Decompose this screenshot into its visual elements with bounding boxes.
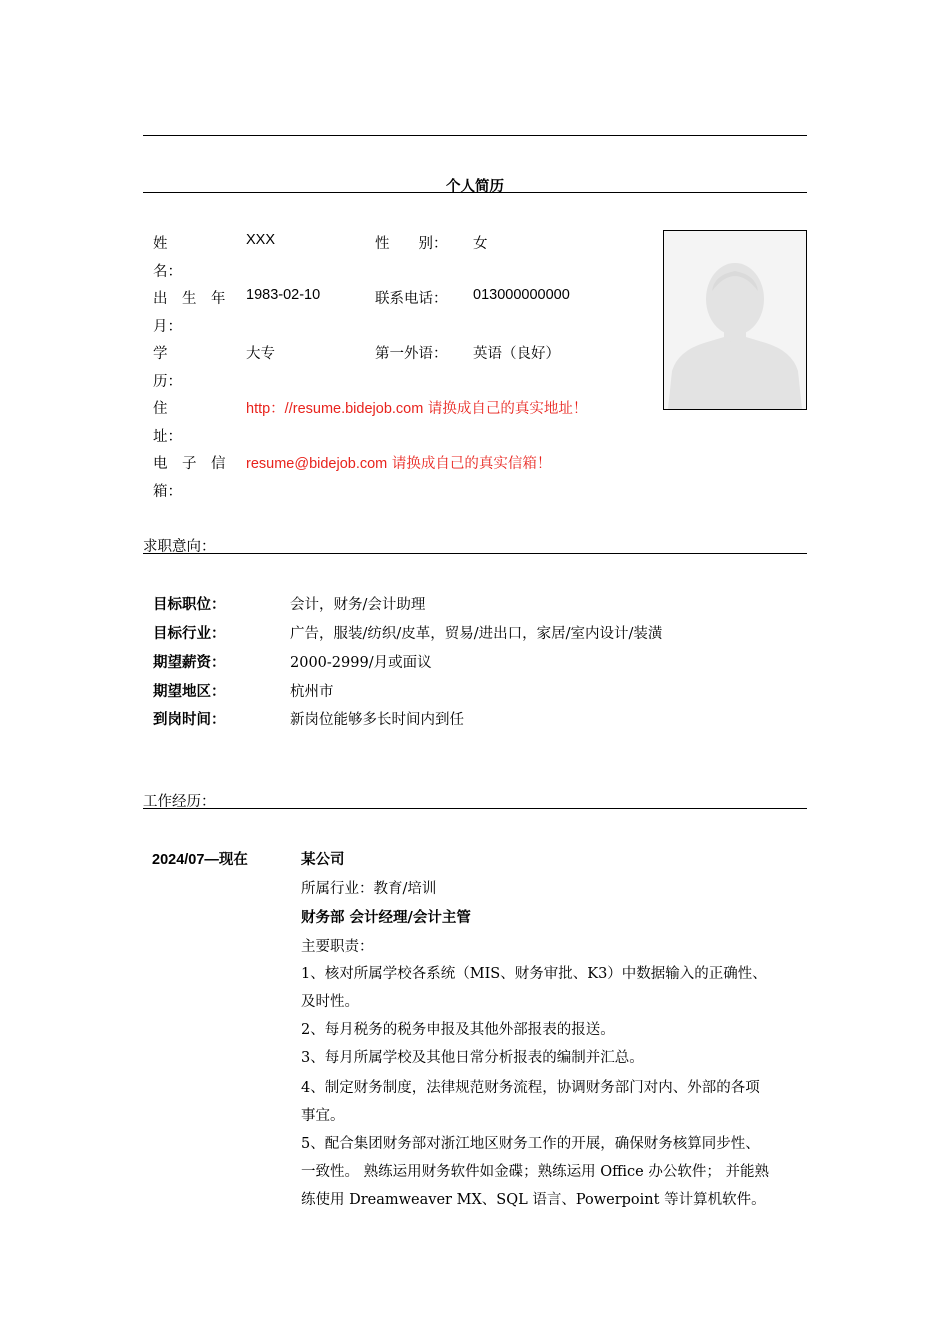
work-period: 2024/07—现在 [152, 852, 248, 868]
label-name-bottom: 名： [153, 264, 182, 280]
avatar-silhouette-icon [664, 231, 806, 409]
label-language: 第一外语： [375, 346, 448, 362]
value-name: XXX [246, 232, 276, 248]
intent-label-position: 目标职位： [153, 596, 226, 613]
label-birth-top: 出 生 年 [153, 291, 226, 307]
label-name-top: 姓 [153, 236, 168, 252]
label-address-top: 住 [153, 401, 168, 417]
label-birth-bottom: 月： [153, 319, 182, 335]
avatar [663, 230, 807, 410]
intent-value-salary: 2000-2999/月或面议 [290, 655, 432, 671]
label-address-bottom: 址： [153, 429, 182, 445]
work-company: 某公司 [301, 851, 345, 868]
work-industry: 所属行业：教育/培训 [301, 881, 437, 897]
intent-value-region: 杭州市 [290, 684, 334, 700]
value-language: 英语（良好） [473, 346, 560, 362]
work-rule [143, 808, 807, 809]
intent-label-region: 期望地区： [153, 683, 226, 700]
label-education-bottom: 历： [153, 374, 182, 390]
email-link[interactable]: resume@bidejob.com [246, 456, 388, 472]
intent-value-start: 新岗位能够多长时间内到任 [290, 712, 464, 728]
duty-line: 1、核对所属学校各系统（MIS、财务审批、K3）中数据输入的正确性、 [301, 966, 767, 982]
address-link[interactable]: http：//resume.bidejob.com [246, 401, 424, 417]
duty-line: 练使用 Dreamweaver MX、SQL 语言、Powerpoint 等计算机软件。 [301, 1192, 766, 1208]
intent-label-industry: 目标行业： [153, 625, 226, 642]
intent-heading: 求职意向： [143, 539, 216, 555]
intent-value-industry: 广告，服装/纺织/皮革，贸易/进出口，家居/室内设计/装潢 [290, 626, 663, 642]
address-note: 请换成自己的真实地址！ [423, 401, 588, 417]
duty-line: 4、制定财务制度，法律规范财务流程，协调财务部门对内、外部的各项 [301, 1080, 760, 1096]
page-title: 个人简历 [446, 178, 504, 195]
value-education: 大专 [246, 346, 275, 362]
duty-line: 3、每月所属学校及其他日常分析报表的编制并汇总。 [301, 1050, 644, 1066]
value-address[interactable] [246, 397, 587, 418]
value-gender: 女 [473, 236, 488, 252]
duty-line: 2、每月税务的税务申报及其他外部报表的报送。 [301, 1022, 615, 1038]
email-note: 请换成自己的真实信箱！ [387, 456, 552, 472]
intent-value-position: 会计，财务/会计助理 [290, 597, 426, 613]
duty-line: 及时性。 [301, 994, 359, 1010]
intent-rule [143, 553, 807, 554]
intent-label-salary: 期望薪资： [153, 654, 226, 671]
work-duties-title: 主要职责： [301, 939, 374, 955]
label-phone: 联系电话： [375, 291, 448, 307]
value-email[interactable] [246, 452, 551, 473]
duty-line: 事宜。 [301, 1108, 345, 1124]
value-phone: 013000000000 [473, 287, 570, 303]
duty-line: 5、配合集团财务部对浙江地区财务工作的开展，确保财务核算同步性、 [301, 1136, 760, 1152]
work-heading: 工作经历： [143, 794, 216, 810]
intent-label-start: 到岗时间： [153, 711, 226, 728]
duty-line: 一致性。 熟练运用财务软件如金碟；熟练运用 Office 办公软件； 并能熟 [301, 1164, 769, 1180]
label-gender: 性 别： [375, 236, 448, 252]
label-email-bottom: 箱： [153, 484, 182, 500]
value-birth: 1983-02-10 [246, 287, 321, 303]
top-rule [143, 135, 807, 136]
title-rule [143, 192, 807, 193]
work-position: 财务部 会计经理/会计主管 [301, 909, 471, 926]
label-email-top: 电 子 信 [153, 456, 226, 472]
label-education-top: 学 [153, 346, 168, 362]
